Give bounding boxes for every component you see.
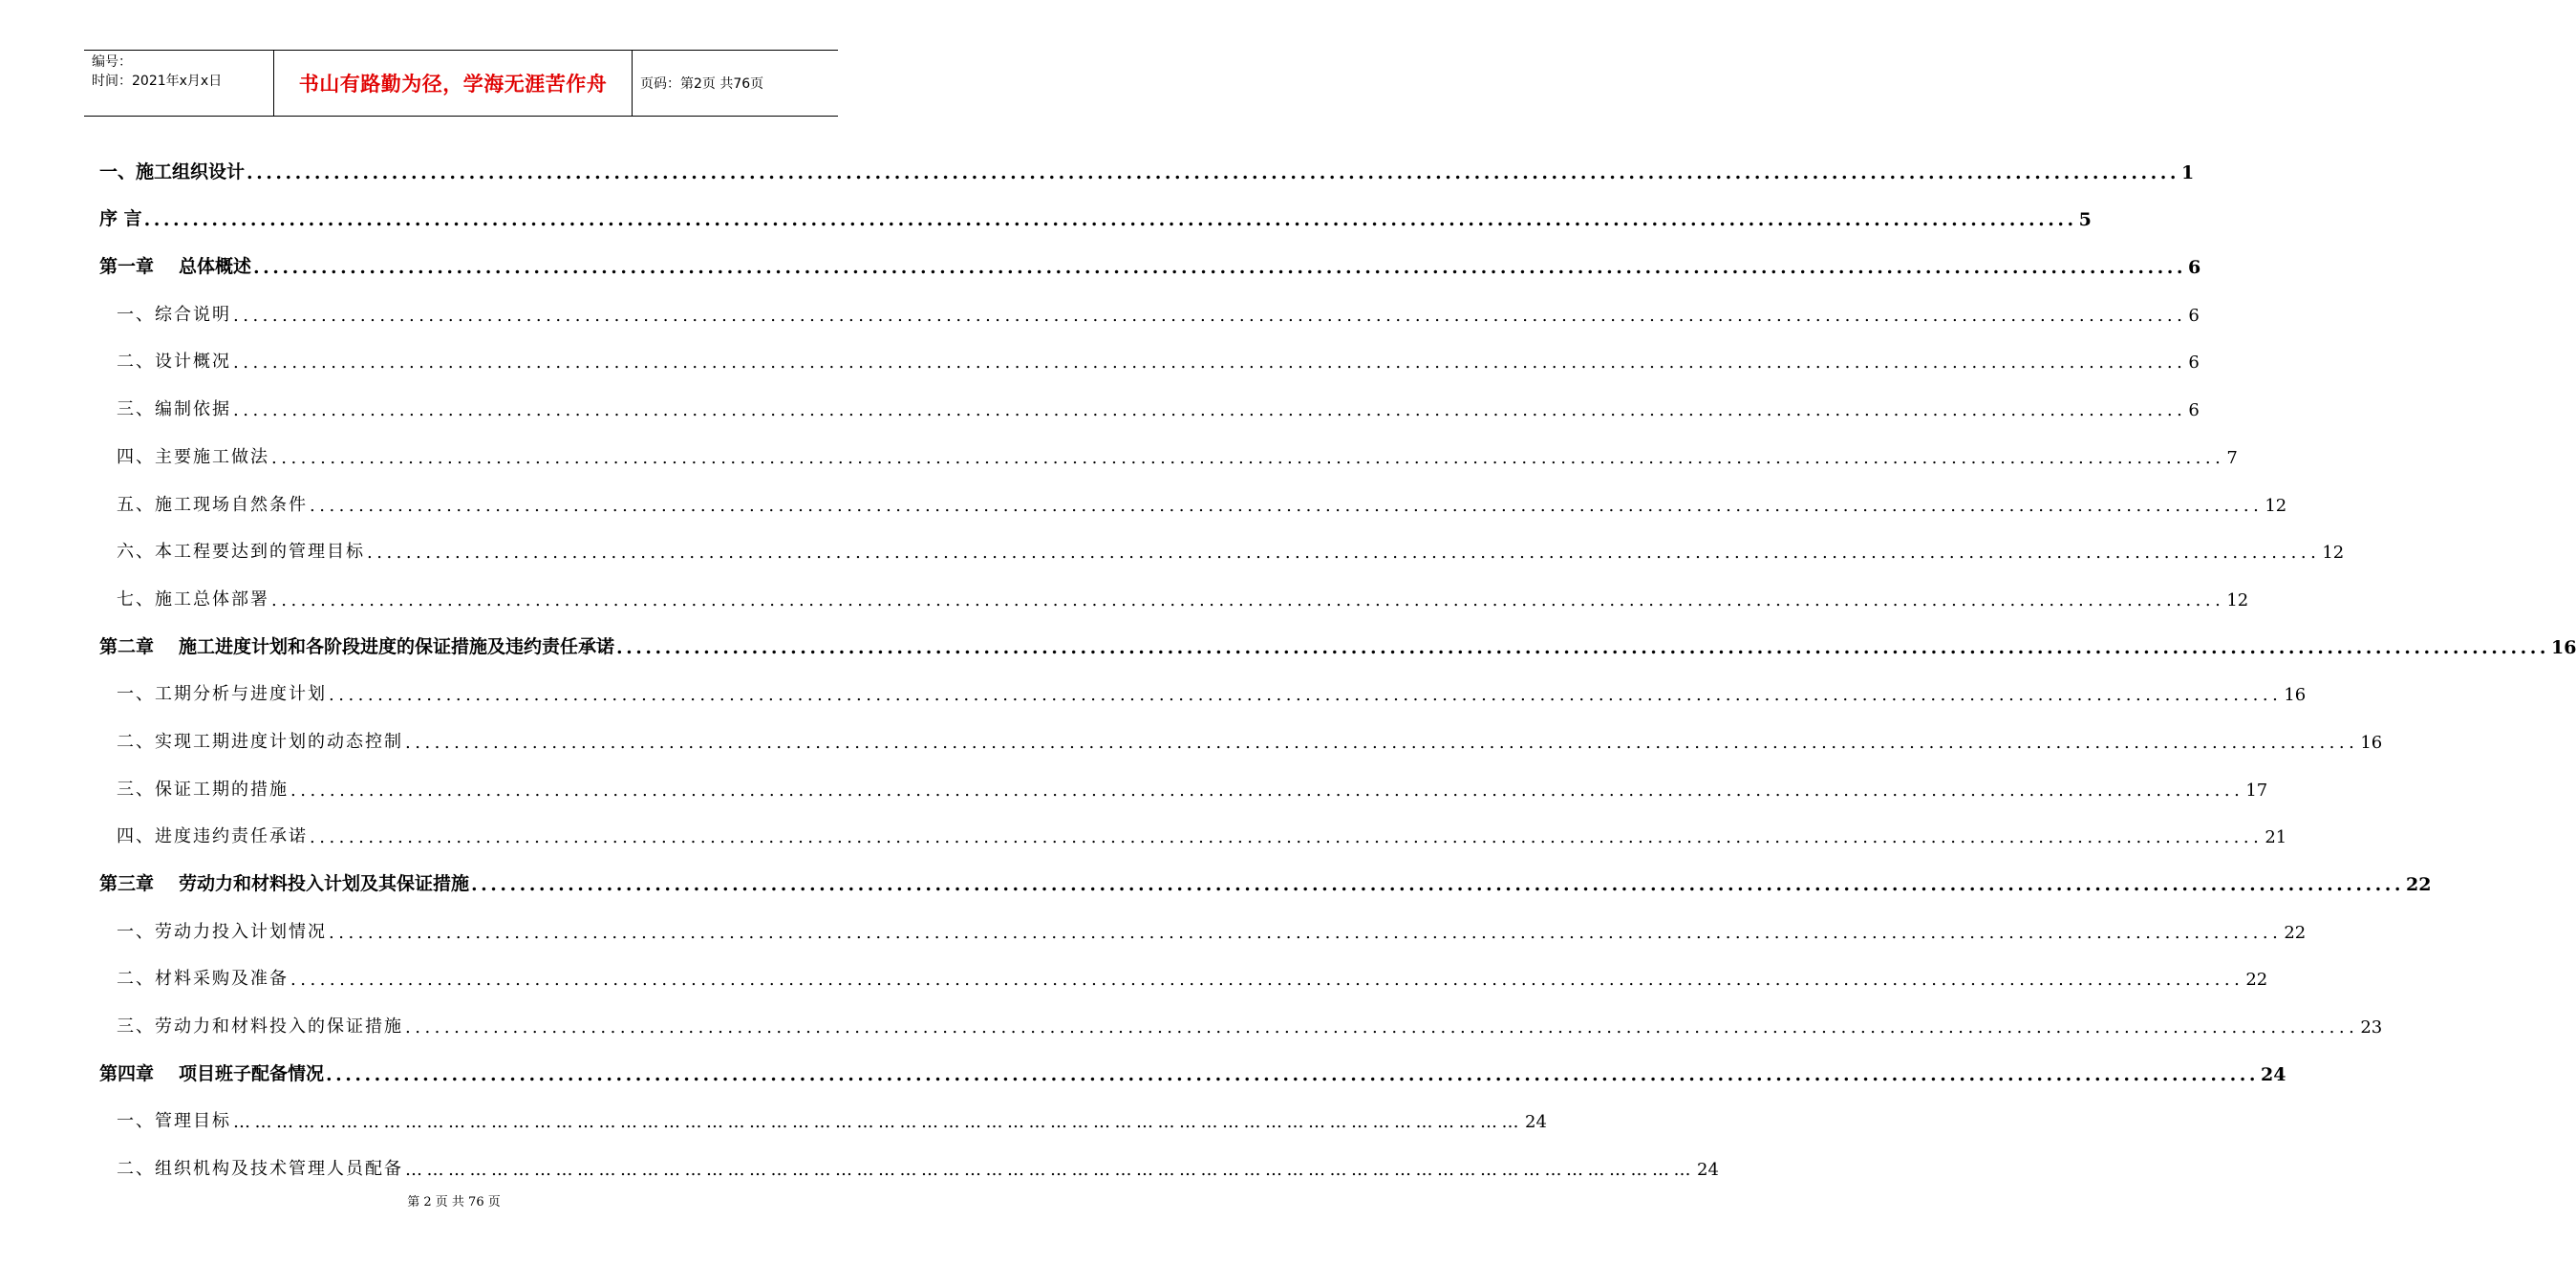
table-of-contents [99, 143, 2576, 1188]
toc-entry-title: 施工进度计划和各阶段进度的保证措施及违约责任承诺 [179, 635, 615, 657]
toc-page-number: 24 [1525, 1112, 1547, 1133]
toc-entry[interactable] [99, 618, 2576, 666]
toc-entry[interactable] [99, 1140, 1719, 1188]
toc-entry[interactable] [99, 191, 2092, 239]
toc-page-number: 22 [2245, 970, 2268, 991]
toc-entry-label [117, 443, 269, 468]
toc-page-number: 16 [2550, 636, 2576, 658]
toc-entry[interactable] [99, 951, 2268, 998]
toc-entry[interactable] [99, 380, 2200, 428]
toc-leader: ........................................................................................................................................................................................................ [367, 543, 2321, 564]
page-header [84, 50, 838, 117]
toc-entry[interactable] [99, 666, 2307, 714]
toc-entry-number: 二、设计概况 [117, 352, 231, 373]
header-meta [92, 53, 273, 91]
toc-leader: ........................................................................................................................................................................................................ [247, 161, 2179, 183]
toc-entry[interactable] [99, 428, 2238, 476]
toc-leader: ........................................................................................................................................................................................................ [616, 636, 2549, 658]
header-motto: 书山有路勤为径，学海无涯苦作舟 [273, 51, 633, 116]
toc-entry-label [117, 586, 269, 610]
toc-entry-label [117, 348, 231, 373]
toc-entry[interactable] [99, 760, 2268, 808]
toc-page-number: 12 [2322, 543, 2345, 564]
toc-entry-number: 三、劳动力和材料投入的保证措施 [117, 1016, 403, 1038]
toc-leader: ........................................................................................................................................................................................................ [471, 874, 2404, 895]
toc-entry-number: 二、组织机构及技术管理人员配备 [117, 1159, 403, 1180]
toc-page-number: 6 [2187, 257, 2201, 279]
toc-entry-label [117, 823, 308, 847]
toc-page-number: 5 [2078, 209, 2092, 231]
toc-entry-label [117, 396, 231, 420]
toc-entry[interactable] [99, 333, 2200, 381]
doc-time-label: 时间：2021年x月x日 [92, 74, 223, 89]
toc-page-number: 6 [2188, 305, 2200, 326]
toc-leader: ........................................................................................................................................................................................................ [271, 589, 2225, 610]
toc-entry-number: 五、施工现场自然条件 [117, 494, 308, 515]
toc-entry[interactable] [99, 570, 2249, 618]
toc-entry-number: 三、编制依据 [117, 399, 231, 420]
toc-page-number: 23 [2360, 1017, 2383, 1038]
toc-entry-number: 四、进度违约责任承诺 [117, 826, 308, 847]
toc-leader: ........................................................................................................................................................................................................ [405, 1017, 2359, 1038]
toc-entry[interactable] [99, 238, 2201, 286]
toc-leader: ........................................................................................................................................................................................................ [253, 257, 2186, 279]
toc-page-number: 6 [2188, 400, 2200, 421]
toc-entry-label [99, 252, 251, 278]
toc-leader: ........................................................................................................................................................................................................ [143, 209, 2077, 231]
toc-entry[interactable] [99, 286, 2200, 333]
toc-page-number: 24 [2260, 1063, 2286, 1085]
toc-entry-title: 劳动力和材料投入计划及其保证措施 [179, 873, 470, 894]
toc-leader: ……………………………………………………………………………………………………………………………………………………………… [233, 1112, 1523, 1133]
page-footer: 第 2 页 共 76 页 [407, 1195, 501, 1209]
toc-leader: ........................................................................................................................................................................................................ [233, 400, 2187, 421]
toc-page-number: 16 [2284, 685, 2307, 706]
toc-page-number: 6 [2188, 353, 2200, 374]
toc-leader: ........................................................................................................................................................................................................ [405, 732, 2359, 753]
toc-entry[interactable] [99, 524, 2345, 571]
doc-number-label: 编号： [92, 54, 132, 70]
toc-leader: ........................................................................................................................................................................................................ [271, 447, 2225, 468]
toc-entry[interactable] [99, 1045, 2286, 1093]
toc-entry-number: 第二章 [99, 635, 155, 657]
header-page-label: 页码：第2页 共76页 [640, 76, 764, 92]
toc-entry-number: 六、本工程要达到的管理目标 [117, 542, 365, 563]
toc-page-number: 12 [2265, 495, 2287, 516]
toc-entry-label [117, 491, 308, 516]
toc-entry-label [117, 1107, 231, 1132]
toc-entry-label [117, 1155, 403, 1180]
toc-entry-label [117, 538, 365, 563]
toc-entry-label [99, 204, 142, 230]
toc-entry[interactable] [99, 997, 2383, 1045]
toc-entry-label [99, 158, 245, 183]
toc-entry-number: 一、施工组织设计 [99, 160, 246, 182]
toc-entry[interactable] [99, 143, 2195, 191]
toc-entry-number: 第四章 [99, 1062, 155, 1084]
toc-entry-number: 一、劳动力投入计划情况 [117, 921, 327, 942]
toc-page-number: 22 [2284, 922, 2307, 943]
toc-leader: ........................................................................................................................................................................................................ [290, 780, 2244, 801]
toc-leader: ……………………………………………………………………………………………………………………………………………………………… [405, 1160, 1695, 1181]
toc-entry-title: 总体概述 [179, 256, 252, 278]
toc-entry-number: 第三章 [99, 873, 155, 894]
toc-entry[interactable] [99, 855, 2432, 903]
toc-leader: ........................................................................................................................................................................................................ [310, 827, 2264, 848]
toc-page-number: 1 [2180, 161, 2195, 183]
toc-entry-label [117, 728, 403, 753]
toc-entry[interactable] [99, 1093, 1547, 1141]
toc-entry[interactable] [99, 713, 2383, 760]
toc-leader: ........................................................................................................................................................................................................ [290, 970, 2244, 991]
toc-leader: ........................................................................................................................................................................................................ [326, 1063, 2259, 1085]
toc-entry-label [99, 1059, 324, 1085]
toc-page-number: 17 [2245, 780, 2268, 801]
toc-page-number: 21 [2265, 827, 2287, 848]
toc-entry-title: 项目班子配备情况 [179, 1062, 325, 1084]
toc-entry-number: 七、施工总体部署 [117, 588, 269, 610]
toc-entry-number: 一、综合说明 [117, 304, 231, 325]
toc-entry[interactable] [99, 903, 2307, 951]
toc-entry[interactable] [99, 476, 2287, 524]
toc-leader: ........................................................................................................................................................................................................ [329, 685, 2283, 706]
toc-leader: ........................................................................................................................................................................................................ [310, 495, 2264, 516]
toc-entry-label [117, 965, 289, 990]
toc-entry-number: 序 言 [99, 208, 142, 230]
toc-entry-label [99, 632, 614, 658]
toc-entry[interactable] [99, 808, 2287, 856]
toc-entry-number: 二、实现工期进度计划的动态控制 [117, 731, 403, 752]
toc-entry-label [117, 776, 289, 801]
toc-entry-number: 一、工期分析与进度计划 [117, 684, 327, 705]
toc-entry-number: 二、材料采购及准备 [117, 969, 289, 990]
toc-entry-label [117, 680, 327, 705]
toc-page-number: 7 [2226, 447, 2238, 468]
toc-entry-label [99, 869, 469, 895]
toc-page-number: 12 [2226, 589, 2249, 610]
toc-leader: ........................................................................................................................................................................................................ [233, 353, 2187, 374]
toc-entry-number: 第一章 [99, 256, 155, 278]
toc-page-number: 22 [2405, 874, 2432, 895]
toc-entry-label [117, 1013, 403, 1038]
toc-entry-number: 一、管理目标 [117, 1111, 231, 1132]
toc-leader: ........................................................................................................................................................................................................ [329, 922, 2283, 943]
toc-page-number: 24 [1697, 1160, 1719, 1181]
toc-leader: ........................................................................................................................................................................................................ [233, 305, 2187, 326]
toc-entry-number: 三、保证工期的措施 [117, 779, 289, 800]
toc-entry-label [117, 918, 327, 943]
toc-entry-label [117, 301, 231, 326]
toc-entry-number: 四、主要施工做法 [117, 446, 269, 467]
toc-page-number: 16 [2360, 732, 2383, 753]
